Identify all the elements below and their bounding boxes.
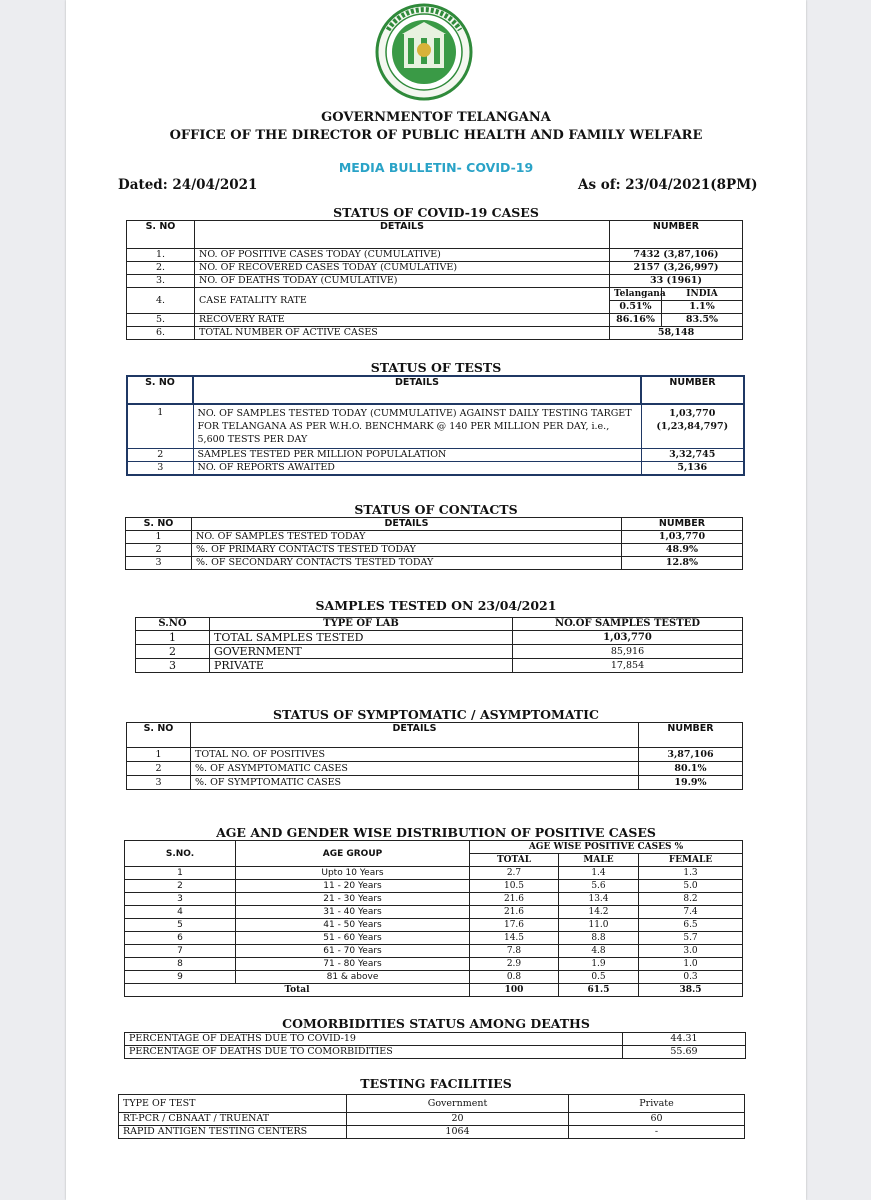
details-cell: NO. OF SAMPLES TESTED TODAY [192, 531, 622, 544]
age-cell: 51 - 60 Years [236, 932, 470, 945]
india-cfr: 1.1% [662, 301, 743, 314]
details-cell: %. OF SECONDARY CONTACTS TESTED TODAY [192, 557, 622, 570]
table-row [125, 880, 743, 893]
col-sno: S. NO [127, 221, 195, 249]
col-total: TOTAL [470, 854, 559, 867]
sno-cell: 3 [127, 461, 193, 475]
sno-cell: 1 [125, 867, 236, 880]
details-cell: %. OF SYMPTOMATIC CASES [191, 776, 639, 790]
total-cell: 2.9 [470, 958, 559, 971]
details-cell: NO. OF SAMPLES TESTED TODAY (CUMMULATIVE) AGAINST DAILY TESTING TARGET FOR TELANGANA AS PER W.H.O. BENCHMARK @ 140 PER MILLION PER DAY, i.e., 5,600 TESTS PER DAY [193, 404, 641, 448]
number-cell: 17,854 [513, 659, 743, 673]
table-row [125, 906, 743, 919]
table-row [127, 448, 744, 461]
tests-table [126, 375, 745, 476]
col-sno: S. NO [127, 723, 191, 748]
gov-cell: 1064 [347, 1126, 569, 1139]
male-cell: 5.6 [559, 880, 639, 893]
col-details: DETAILS [195, 221, 610, 249]
sno-cell: 2 [136, 645, 210, 659]
value-cell: 55.69 [623, 1046, 746, 1059]
male-cell: 1.4 [559, 867, 639, 880]
table-row [125, 945, 743, 958]
col-details: DETAILS [191, 723, 639, 748]
telangana-label: Telangana [610, 288, 662, 301]
sno-cell: 2 [125, 880, 236, 893]
table-row [127, 762, 743, 776]
total-cell: 21.6 [470, 906, 559, 919]
col-number: NUMBER [641, 376, 744, 404]
india-label: INDIA [662, 288, 743, 301]
table-row [125, 932, 743, 945]
age-cell: 71 - 80 Years [236, 958, 470, 971]
table-row [125, 971, 743, 984]
total-cell: 10.5 [470, 880, 559, 893]
sno-cell: 4. [127, 288, 195, 314]
male-cell: 4.8 [559, 945, 639, 958]
dated-label: Dated: 24/04/2021 [118, 177, 258, 193]
sno-cell: 1. [127, 249, 195, 262]
sno-cell: 3. [127, 275, 195, 288]
table-row [127, 776, 743, 790]
type-cell: RT-PCR / CBNAAT / TRUENAT [119, 1113, 347, 1126]
table-header-row [136, 618, 743, 631]
total-label: Total [125, 984, 470, 997]
female-cell: 5.0 [639, 880, 743, 893]
sno-cell: 1 [127, 404, 193, 448]
table-row [119, 1113, 745, 1126]
age-table [124, 840, 743, 997]
tests-title: STATUS OF TESTS [370, 360, 502, 375]
number-cell: 7432 (3,87,106) [610, 249, 743, 262]
sno-cell: 3 [127, 776, 191, 790]
table-header-row [127, 723, 743, 748]
age-cell: 11 - 20 Years [236, 880, 470, 893]
table-row [126, 531, 743, 544]
sno-cell: 6. [127, 327, 195, 340]
number-cell: 3,32,745 [641, 448, 744, 461]
total-cell: 17.6 [470, 919, 559, 932]
table-row [127, 461, 744, 475]
table-row [127, 327, 743, 340]
sno-cell: 8 [125, 958, 236, 971]
details-cell: NO. OF DEATHS TODAY (CUMULATIVE) [195, 275, 610, 288]
telangana-cfr: 0.51% [610, 301, 662, 314]
symptomatic-title: STATUS OF SYMPTOMATIC / ASYMPTOMATIC [273, 707, 599, 722]
col-age: AGE GROUP [236, 841, 470, 867]
col-sno: S. NO [127, 376, 193, 404]
details-cell: SAMPLES TESTED PER MILLION POPULALATION [193, 448, 641, 461]
details-cell: TOTAL NUMBER OF ACTIVE CASES [195, 327, 610, 340]
col-group: AGE WISE POSITIVE CASES % [470, 841, 743, 854]
details-cell: NO. OF RECOVERED CASES TODAY (CUMULATIVE) [195, 262, 610, 275]
details-cell: CASE FATALITY RATE [195, 288, 610, 314]
cases-table [126, 220, 743, 340]
table-header-row [119, 1095, 745, 1113]
male-cell: 13.4 [559, 893, 639, 906]
number-cell: 1,03,770 [513, 631, 743, 645]
gov-cell: 20 [347, 1113, 569, 1126]
table-row [125, 867, 743, 880]
details-cell: NO. OF REPORTS AWAITED [193, 461, 641, 475]
total-cell: 21.6 [470, 893, 559, 906]
col-sno: S.NO. [125, 841, 236, 867]
table-header-row [127, 221, 743, 249]
male-cell: 8.8 [559, 932, 639, 945]
telangana-emblem-icon [368, 2, 480, 102]
contacts-table [125, 517, 743, 570]
comorbidities-table [124, 1032, 746, 1059]
col-details: DETAILS [193, 376, 641, 404]
age-title: AGE AND GENDER WISE DISTRIBUTION OF POSITIVE CASES [216, 825, 656, 840]
sno-cell: 2. [127, 262, 195, 275]
private-cell: - [569, 1126, 745, 1139]
number-cell: 3,87,106 [639, 748, 743, 762]
sno-cell: 3 [136, 659, 210, 673]
sno-cell: 5 [125, 919, 236, 932]
sno-cell: 5. [127, 314, 195, 327]
total-cell: 0.8 [470, 971, 559, 984]
sno-cell: 2 [127, 762, 191, 776]
number-cell: 12.8% [622, 557, 743, 570]
sno-cell: 1 [127, 748, 191, 762]
total-cell: 7.8 [470, 945, 559, 958]
type-cell: TOTAL SAMPLES TESTED [210, 631, 513, 645]
table-row [126, 544, 743, 557]
female-cell: 0.3 [639, 971, 743, 984]
table-row [125, 1046, 746, 1059]
female-cell: 38.5 [639, 984, 743, 997]
as-of-label: As of: 23/04/2021(8PM) [578, 177, 758, 193]
number-cell: 2157 (3,26,997) [610, 262, 743, 275]
table-row [127, 748, 743, 762]
table-row [136, 659, 743, 673]
female-cell: 1.3 [639, 867, 743, 880]
male-cell: 1.9 [559, 958, 639, 971]
table-row [127, 262, 743, 275]
office-title: OFFICE OF THE DIRECTOR OF PUBLIC HEALTH AND FAMILY WELFARE [169, 128, 703, 143]
number-cell: 58,148 [610, 327, 743, 340]
sno-cell: 1 [126, 531, 192, 544]
table-row [136, 631, 743, 645]
total-cell: 100 [470, 984, 559, 997]
details-cell: %. OF ASYMPTOMATIC CASES [191, 762, 639, 776]
male-cell: 61.5 [559, 984, 639, 997]
col-gov: Government [347, 1095, 569, 1113]
sno-cell: 9 [125, 971, 236, 984]
total-cell: 2.7 [470, 867, 559, 880]
symptomatic-table [126, 722, 743, 790]
facilities-title: TESTING FACILITIES [360, 1076, 512, 1091]
sno-cell: 7 [125, 945, 236, 958]
bulletin-title: MEDIA BULLETIN- COVID-19 [338, 160, 534, 175]
table-row [125, 919, 743, 932]
col-number: NUMBER [610, 221, 743, 249]
total-cell: 14.5 [470, 932, 559, 945]
table-row [119, 1126, 745, 1139]
number-cell [641, 404, 744, 448]
facilities-table [118, 1094, 745, 1139]
telangana-recovery: 86.16% [610, 314, 662, 327]
details-cell: NO. OF POSITIVE CASES TODAY (CUMULATIVE) [195, 249, 610, 262]
female-cell: 3.0 [639, 945, 743, 958]
sno-cell: 3 [126, 557, 192, 570]
table-header-row [127, 376, 744, 404]
type-cell: RAPID ANTIGEN TESTING CENTERS [119, 1126, 347, 1139]
table-row [126, 557, 743, 570]
col-male: MALE [559, 854, 639, 867]
sno-cell: 3 [125, 893, 236, 906]
table-row [127, 314, 743, 327]
table-row [125, 958, 743, 971]
male-cell: 14.2 [559, 906, 639, 919]
male-cell: 11.0 [559, 919, 639, 932]
number-cell: 19.9% [639, 776, 743, 790]
number-cell: 1,03,770 [622, 531, 743, 544]
india-recovery: 83.5% [662, 314, 743, 327]
government-title: GOVERNMENTOF TELANGANA [321, 110, 551, 125]
details-cell: RECOVERY RATE [195, 314, 610, 327]
col-female: FEMALE [639, 854, 743, 867]
sno-cell: 4 [125, 906, 236, 919]
age-cell: 31 - 40 Years [236, 906, 470, 919]
age-cell: 41 - 50 Years [236, 919, 470, 932]
contacts-title: STATUS OF CONTACTS [354, 502, 518, 517]
table-header-row [126, 518, 743, 531]
type-cell: GOVERNMENT [210, 645, 513, 659]
table-row [127, 275, 743, 288]
female-cell: 8.2 [639, 893, 743, 906]
col-sno: S. NO [126, 518, 192, 531]
age-cell: 61 - 70 Years [236, 945, 470, 958]
female-cell: 6.5 [639, 919, 743, 932]
col-number: NO.OF SAMPLES TESTED [513, 618, 743, 631]
sno-cell: 2 [126, 544, 192, 557]
table-header-row [125, 841, 743, 854]
col-sno: S.NO [136, 618, 210, 631]
number-cell: 33 (1961) [610, 275, 743, 288]
sno-cell: 6 [125, 932, 236, 945]
male-cell: 0.5 [559, 971, 639, 984]
bulletin-page [66, 0, 806, 1200]
table-row [125, 1033, 746, 1046]
samples-title: SAMPLES TESTED ON 23/04/2021 [315, 598, 557, 613]
sno-cell: 1 [136, 631, 210, 645]
details-cell: %. OF PRIMARY CONTACTS TESTED TODAY [192, 544, 622, 557]
col-type: TYPE OF TEST [119, 1095, 347, 1113]
table-row [125, 893, 743, 906]
table-row [127, 249, 743, 262]
col-private: Private [569, 1095, 745, 1113]
table-row [127, 404, 744, 448]
col-details: DETAILS [192, 518, 622, 531]
total-row [125, 984, 743, 997]
number-cell: 48.9% [622, 544, 743, 557]
number-cell: 80.1% [639, 762, 743, 776]
table-row [127, 288, 743, 301]
label-cell: PERCENTAGE OF DEATHS DUE TO COMORBIDITIES [125, 1046, 623, 1059]
col-number: NUMBER [639, 723, 743, 748]
number-cell: 5,136 [641, 461, 744, 475]
type-cell: PRIVATE [210, 659, 513, 673]
age-cell: 21 - 30 Years [236, 893, 470, 906]
label-cell: PERCENTAGE OF DEATHS DUE TO COVID-19 [125, 1033, 623, 1046]
age-cell: 81 & above [236, 971, 470, 984]
comorbidities-title: COMORBIDITIES STATUS AMONG DEATHS [282, 1016, 590, 1031]
number-cell: 85,916 [513, 645, 743, 659]
table-row [136, 645, 743, 659]
cases-title: STATUS OF COVID-19 CASES [333, 205, 539, 220]
details-cell: TOTAL NO. OF POSITIVES [191, 748, 639, 762]
samples-cumulative: (1,23,84,797) [656, 421, 729, 432]
female-cell: 5.7 [639, 932, 743, 945]
samples-table [135, 617, 743, 673]
sno-cell: 2 [127, 448, 193, 461]
female-cell: 7.4 [639, 906, 743, 919]
col-number: NUMBER [622, 518, 743, 531]
private-cell: 60 [569, 1113, 745, 1126]
samples-today: 1,03,770 [669, 408, 716, 419]
value-cell: 44.31 [623, 1033, 746, 1046]
age-cell: Upto 10 Years [236, 867, 470, 880]
female-cell: 1.0 [639, 958, 743, 971]
col-type: TYPE OF LAB [210, 618, 513, 631]
